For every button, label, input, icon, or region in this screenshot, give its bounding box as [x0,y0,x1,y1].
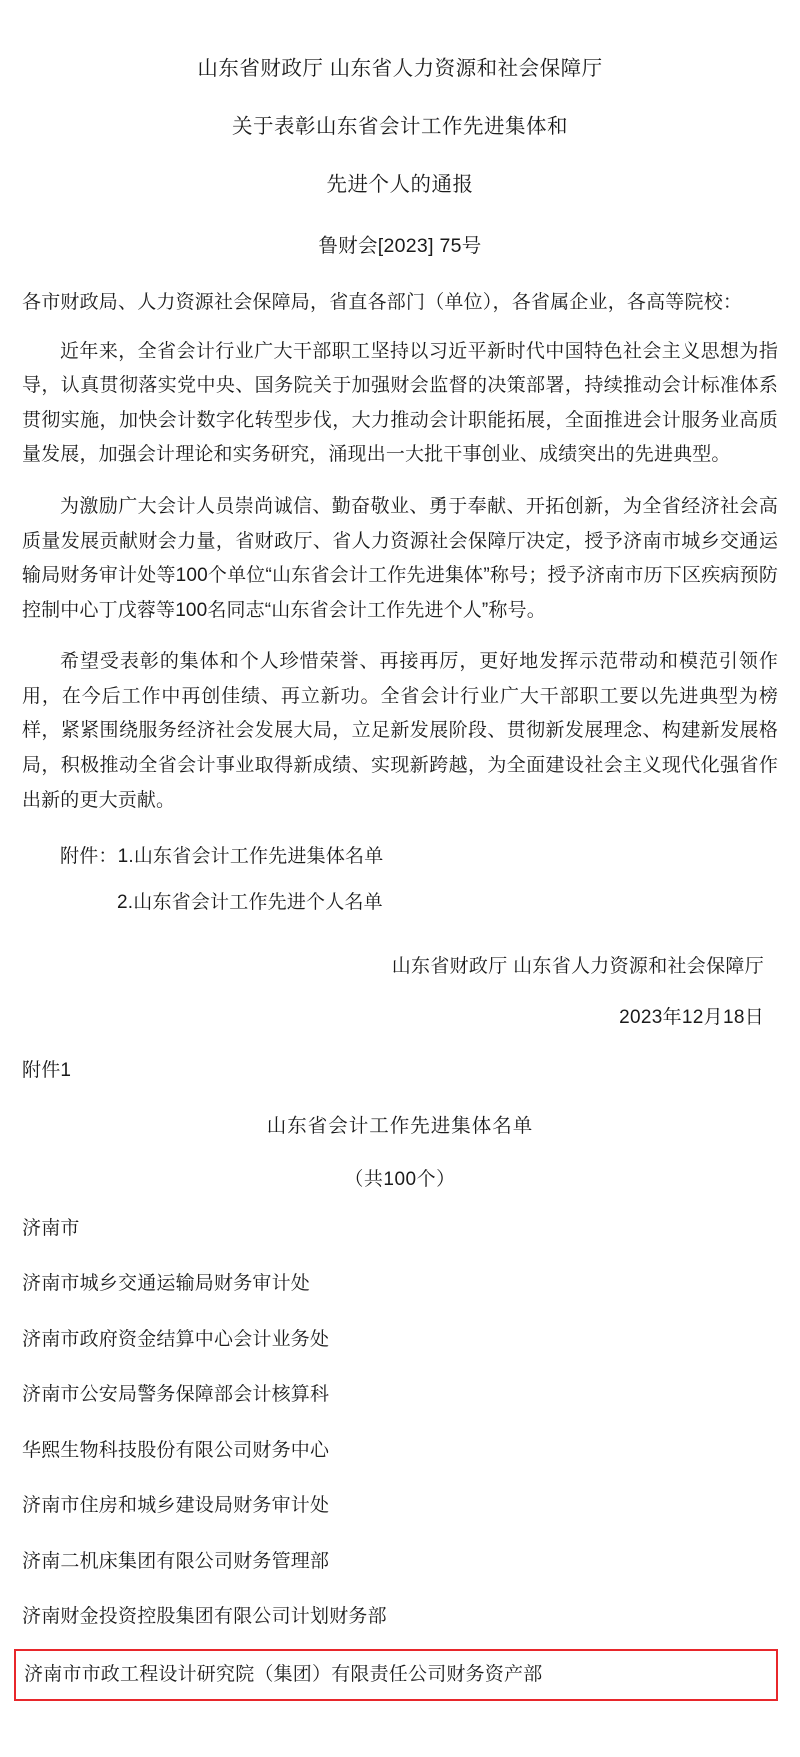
attachment-list [22,840,778,920]
body-paragraph-3: 希望受表彰的集体和个人珍惜荣誉、再接再厉，更好地发挥示范带动和模范引领作用，在今后工作中再创佳绩、再立新功。全省会计行业广大干部职工要以先进典型为榜样，紧紧围绕服务经济社会发展大局，立足新发展阶段、贯彻新发展理念、构建新发展格局，积极推动全省会计事业取得新成绩、实现新跨越，为全面建设社会主义现代化强省作出新的更大贡献。 [22,651,778,811]
document-title-line-3: 先进个人的通报 [326,172,474,196]
bottom-spacer [22,1701,778,1727]
body-paragraph-2: 为激励广大会计人员崇尚诚信、勤奋敬业、勇于奉献、开拓创新，为全省经济社会高质量发展贡献财会力量，省财政厅、省人力资源社会保障厅决定，授予济南市城乡交通运输局财务审计处等100个单位“山东省会计工作先进集体”称号；授予济南市历下区疾病预防控制中心丁戊蓉等100名同志“山东省会计工作先进个人”称号。 [22,496,778,621]
document-title-line-1: 山东省财政厅 山东省人力资源和社会保障厅 [197,57,603,80]
list-item: 济南市公安局警务保障部会计核算科 [22,1384,330,1406]
document-number: 鲁财会[2023] 75号 [318,235,482,258]
list-item: 济南市政府资金结算中心会计业务处 [22,1328,330,1350]
awarded-units-list [22,1215,778,1702]
list-item: 济南市住房和城乡建设局财务审计处 [22,1495,330,1517]
attachment-item-2: 2.山东省会计工作先进个人名单 [117,892,383,914]
document-recipients: 各市财政局、人力资源社会保障局，省直各部门（单位），各省属企业，各高等院校： [22,292,743,314]
list-item: 济南市城乡交通运输局财务审计处 [22,1273,311,1295]
list-item: 济南财金投资控股集团有限公司计划财务部 [22,1606,387,1628]
appendix-label: 附件1 [22,1059,72,1081]
body-paragraph-1: 近年来，全省会计行业广大干部职工坚持以习近平新时代中国特色社会主义思想为指导，认真贯彻落实党中央、国务院关于加强财会监督的决策部署，持续推动会计标准体系贯彻实施，加快会计数字化转型步伐，大力推动会计职能拓展，全面推进会计服务业高质量发展，加强会计理论和实务研究，涌现出一大批干事创业、成绩突出的先进典型。 [22,340,778,466]
document-signature: 山东省财政厅 山东省人力资源和社会保障厅 [391,955,764,977]
appendix-title: 山东省会计工作先进集体名单 [266,1114,534,1137]
list-item: 华熙生物科技股份有限公司财务中心 [22,1439,330,1461]
document-title-line-2: 关于表彰山东省会计工作先进集体和 [232,114,568,138]
list-item: 济南二机床集团有限公司财务管理部 [22,1550,330,1572]
document-sign-date: 2023年12月18日 [619,1006,764,1028]
appendix-count: （共100个） [344,1168,456,1190]
list-item: 济南市 [22,1217,80,1239]
attachment-item-1: 附件：1.山东省会计工作先进集体名单 [60,846,384,868]
list-item-highlighted: 济南市市政工程设计研究院（集团）有限责任公司财务资产部 [14,1649,778,1702]
